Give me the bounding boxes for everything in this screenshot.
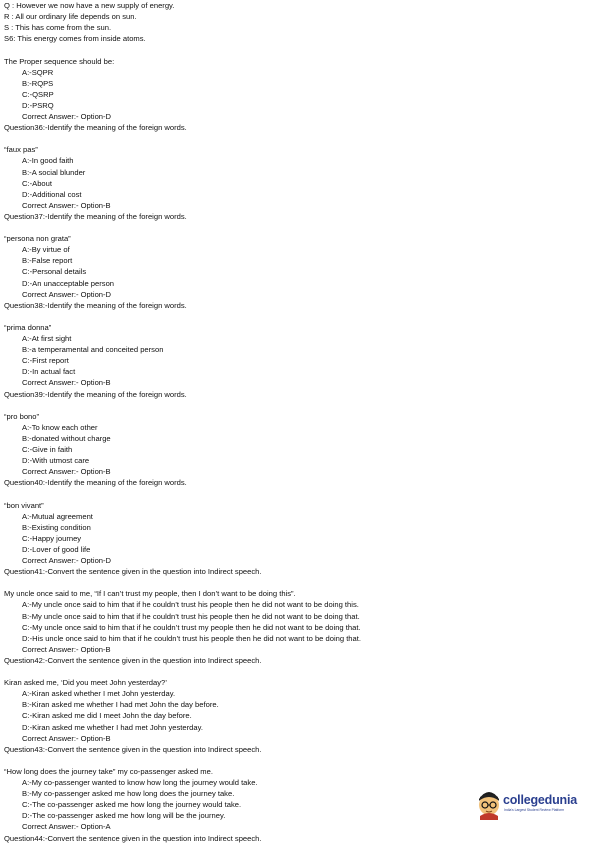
text-line: D:-PSRQ <box>22 100 54 110</box>
text-line: Correct Answer:- Option-B <box>22 467 111 477</box>
text-line: Question36:-Identify the meaning of the foreign words. <box>4 123 187 133</box>
text-line: B:-Kiran asked me whether I had met John the day before. <box>22 700 219 710</box>
text-line: D:-Additional cost <box>22 189 82 199</box>
text-line: B:-Existing condition <box>22 522 91 532</box>
text-line: Correct Answer:- Option-D <box>22 556 112 565</box>
text-line: Question38:-Identify the meaning of the foreign words. <box>4 300 187 310</box>
text-line: D:-Lover of good life <box>22 544 91 554</box>
logo-tagline: India's Largest Student Review Platform <box>504 808 565 812</box>
text-line: “persona non grata” <box>4 234 71 244</box>
text-line: R : All our ordinary life depends on sun. <box>4 12 137 22</box>
text-line: S : This has come from the sun. <box>4 23 112 33</box>
text-line: A:-In good faith <box>22 156 74 166</box>
text-line: Kiran asked me, ‘Did you meet John yesterday?’ <box>4 678 167 688</box>
text-line: S6: This energy comes from inside atoms. <box>4 34 146 44</box>
text-line: C:-The co-passenger asked me how long the journey would take. <box>22 800 242 810</box>
text-line: C:-Happy journey <box>22 533 82 543</box>
text-line: Question40:-Identify the meaning of the foreign words. <box>4 478 187 488</box>
text-line: B:-False report <box>22 256 73 266</box>
text-line: D:-Kiran asked me whether I had met John yesterday. <box>22 722 203 732</box>
text-line: D:-With utmost care <box>22 456 90 466</box>
text-line: B:-donated without charge <box>22 433 111 443</box>
text-line: “prima donna” <box>4 322 52 332</box>
collegedunia-logo <box>477 790 587 820</box>
text-line: Question43:-Convert the sentence given in the question into Indirect speech. <box>4 744 262 754</box>
text-line: A:-Mutual agreement <box>22 511 93 521</box>
text-line: Question41:-Convert the sentence given in the question into Indirect speech. <box>4 567 262 577</box>
text-line: A:-My co-passenger wanted to know how long the journey would take. <box>22 778 258 787</box>
text-line: D:-His uncle once said to him that if he couldn’t trust his people then he did not want to be doing that. <box>22 633 361 643</box>
text-line: A:-To know each other <box>22 422 98 432</box>
text-line: The Proper sequence should be: <box>4 56 115 66</box>
text-line: Correct Answer:- Option-B <box>22 378 111 388</box>
text-line: A:-SQPR <box>22 67 54 77</box>
text-line: Question37:-Identify the meaning of the foreign words. <box>4 211 187 221</box>
text-line: “How long does the journey take” my co-passenger asked me. <box>4 766 213 776</box>
text-line: Correct Answer:- Option-B <box>22 200 111 210</box>
text-line: B:-My uncle once said to him that if he couldn’t trust his people then he did not want to be doing that. <box>22 611 360 621</box>
text-line: C:-About <box>22 178 52 188</box>
student-mascot-icon <box>477 790 501 820</box>
text-line: D:-In actual fact <box>22 367 76 377</box>
text-line: Correct Answer:- Option-A <box>22 822 111 832</box>
text-line: C:-Kiran asked me did I meet John the day before. <box>22 711 192 721</box>
text-line: B:-My co-passenger asked me how long does the journey take. <box>22 789 235 799</box>
text-line: A:-By virtue of <box>22 245 70 255</box>
text-line: B:-RQPS <box>22 78 54 88</box>
text-line: D:-The co-passenger asked me how long will be the journey. <box>22 811 226 821</box>
text-line: B:-A social blunder <box>22 167 86 177</box>
text-line: Correct Answer:- Option-D <box>22 112 112 121</box>
text-line: My uncle once said to me, “If I can’t trust my people, then I don’t want to be doing this”. <box>4 589 296 599</box>
text-line: Correct Answer:- Option-B <box>22 733 111 743</box>
text-line: C:-Personal details <box>22 267 87 277</box>
text-line: Correct Answer:- Option-B <box>22 644 111 654</box>
text-line: Question42:-Convert the sentence given in the question into Indirect speech. <box>4 655 262 665</box>
text-line: A:-Kiran asked whether I met John yesterday. <box>22 689 176 699</box>
text-line: “faux pas” <box>4 145 38 155</box>
text-line: C:-QSRP <box>22 89 54 99</box>
text-line: Question44:-Convert the sentence given in the question into Indirect speech. <box>4 833 262 843</box>
text-line: “pro bono” <box>4 411 40 421</box>
logo-wordmark: collegedunia <box>503 793 578 807</box>
text-line: C:-Give in faith <box>22 445 73 454</box>
text-line: Q : However we now have a new supply of energy. <box>4 1 175 10</box>
text-line: C:-First report <box>22 356 69 366</box>
text-line: D:-An unacceptable person <box>22 278 115 288</box>
text-line: A:-My uncle once said to him that if he couldn’t trust his people then he did not want to be doing this. <box>22 600 359 610</box>
text-line: “bon vivant” <box>4 500 44 510</box>
text-line: Question39:-Identify the meaning of the foreign words. <box>4 389 187 399</box>
text-line: C:-My uncle once said to him that if he couldn’t trust my people then he did not want to be doing that. <box>22 622 361 632</box>
text-line: Correct Answer:- Option-D <box>22 289 112 299</box>
text-line: A:-At first sight <box>22 334 72 343</box>
text-line: B:-a temperamental and conceited person <box>22 345 164 355</box>
